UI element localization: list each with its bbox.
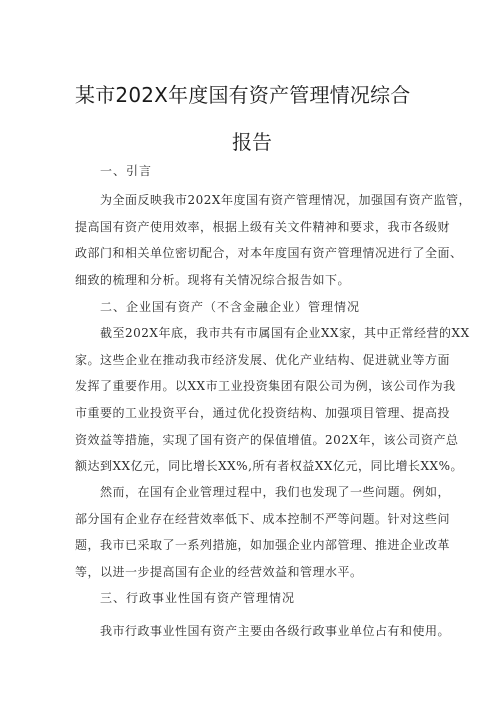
section-heading-introduction: 一、引言 — [100, 164, 153, 178]
paragraph-line: 市重要的工业投资平台，通过优化投资结构、加强项目管理、提高投 — [75, 406, 451, 420]
paragraph-line: 我市行政事业性国有资产主要由各级行政事业单位占有和使用。 — [100, 624, 451, 638]
paragraph-line: 部分国有企业存在经营效率低下、成本控制不严等问题。针对这些问 — [75, 512, 451, 526]
document-title-line-1: 某市202X年度国有资产管理情况综合 — [75, 83, 411, 107]
paragraph-line: 截至202X年底，我市共有市属国有企业XX家，其中正常经营的XX — [100, 326, 470, 340]
paragraph-line: 资效益等措施，实现了国有资产的保值增值。202X年，该公司资产总 — [75, 433, 459, 447]
paragraph-line: 细致的梳理和分析。现将有关情况综合报告如下。 — [75, 273, 351, 287]
paragraph-line: 家。这些企业在推动我市经济发展、优化产业结构、促进就业等方面 — [75, 353, 451, 367]
paragraph-line: 为全面反映我市202X年度国有资产管理情况，加强国有资产监管， — [100, 193, 471, 207]
paragraph-line: 等，以进一步提高国有企业的经营效益和管理水平。 — [75, 565, 363, 579]
paragraph-line: 额达到XX亿元，同比增长XX%,所有者权益XX亿元，同比增长XX%。 — [75, 459, 463, 473]
document-title-line-2: 报告 — [232, 130, 272, 154]
paragraph-line: 发挥了重要作用。以XX市工业投资集团有限公司为例，该公司作为我 — [75, 379, 456, 393]
paragraph-line: 然而，在国有企业管理过程中，我们也发现了一些问题。例如， — [100, 485, 451, 499]
section-heading-enterprise-assets: 二、企业国有资产（不含金融企业）管理情况 — [100, 300, 361, 314]
paragraph-line: 提高国有资产使用效率，根据上级有关文件精神和要求，我市各级财 — [75, 220, 451, 234]
paragraph-line: 题，我市已采取了一系列措施，如加强企业内部管理、推进企业改革 — [75, 538, 451, 552]
section-heading-administrative-assets: 三、行政事业性国有资产管理情况 — [100, 591, 296, 605]
paragraph-line: 政部门和相关单位密切配合，对本年度国有资产管理情况进行了全面、 — [75, 246, 463, 260]
